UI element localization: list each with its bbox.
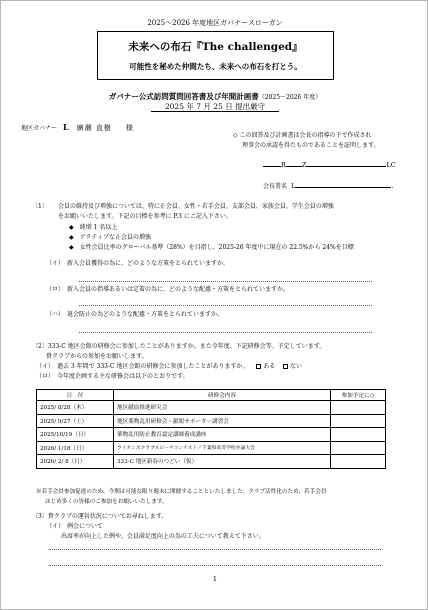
- row-date: 2026/ 2/ 8（日）: [37, 455, 114, 469]
- governor-name: 廣瀬 直樹: [76, 124, 112, 132]
- club-z: Z: [301, 161, 307, 169]
- page-number: 1: [212, 575, 218, 583]
- row-attend-cell[interactable]: [331, 455, 386, 469]
- table-row: [37, 455, 386, 469]
- governor-line: [21, 122, 133, 133]
- section3-line-1: 〔3〕貴クラブの運営状況についてお尋ねします。: [32, 513, 168, 520]
- answer-line[interactable]: [49, 565, 381, 566]
- row-attend-cell[interactable]: [331, 428, 386, 442]
- title-suffix: （2025〜2026 年度）: [258, 94, 322, 101]
- section1-bullet: ◆ アクティブな正会員の増強: [69, 234, 151, 241]
- slogan-main: 未来への布石『The challenged』: [128, 41, 303, 53]
- notice-line-1: ◇ この回答及び計画書は会長の指導の下で作成され: [233, 132, 372, 139]
- section2-line-2: 貴クラブからの参加をお願いします。: [46, 353, 148, 360]
- section1-text-1: 会員の維持及び増強については、特に正会員、女性・若手会員、支部会員、家族会員、学生会員の増強: [58, 203, 334, 210]
- question-ro: （ロ） 新入会員の指導あるいは定着の為に、どのような配慮・方策をとられていますか。: [46, 286, 290, 293]
- club-r: R: [281, 161, 286, 169]
- section3-line-3: 出席率が向上した例や、会員満足度向上の為の工夫について教えて下さい。: [61, 533, 265, 540]
- note-line-1: ※若手会員参加促進のため、今期は可能な限り週末に開催することといたしました。クラブ活性化のため、若手会員: [36, 489, 327, 495]
- club-lc: LC: [386, 161, 396, 169]
- table-row: [37, 441, 386, 455]
- row-content: ライオンズクラブスピーチコンテスト／千葉県高等学校弁論大会: [114, 441, 331, 455]
- section3-line-2: （イ） 例会について: [46, 523, 103, 530]
- table-row: [37, 401, 386, 415]
- row-content: 薬物乱用防止教育認定講師養成講座: [114, 428, 331, 442]
- option-no-checkbox[interactable]: [283, 364, 288, 369]
- option-yes-label: ある: [263, 363, 276, 370]
- section2-line-3: （イ） 過去 3 年間で 333-C 地区会館の研修会に参加したことがありますか。 ある ない: [36, 363, 303, 370]
- header-attend: 参加予定に○: [331, 390, 386, 401]
- governor-label: 地区ガバナー: [21, 125, 58, 132]
- section1-bullet: ◆ 純増 1 名以上: [69, 224, 118, 231]
- header-content: 研修会内容: [114, 390, 331, 401]
- answer-line[interactable]: [79, 305, 372, 306]
- club-line: [263, 161, 396, 169]
- header-date: 日 付: [37, 390, 114, 401]
- deadline: 2025 年 7 月 25 日 提出厳守: [164, 102, 266, 111]
- governor-honorific: 様: [125, 124, 133, 132]
- row-attend-cell[interactable]: [331, 414, 386, 428]
- table-row: [37, 414, 386, 428]
- answer-line[interactable]: [79, 332, 372, 333]
- notice-line-2: 理事会の承認を得たものであることを証明します。: [242, 142, 380, 149]
- title-main: ガバナー公式訪問質問回答書及び年間計画書: [108, 92, 259, 101]
- sign-initial: L: [291, 182, 296, 190]
- row-date: 2025/10/19（日）: [37, 428, 114, 442]
- note-line-2: はじめ多くの皆様のご参加をお願いいたします。: [45, 499, 168, 505]
- slogan-heading: 2025〜2026 年度地区ガバナースローガン: [147, 19, 283, 27]
- row-attend-cell[interactable]: [331, 441, 386, 455]
- answer-line[interactable]: [49, 549, 381, 550]
- row-attend-cell[interactable]: [331, 401, 386, 415]
- section1-text-2: をお願いいたします。下記の目標を参考に P.3 にご記入下さい。: [58, 213, 232, 220]
- section1-number: 〔1〕: [32, 203, 48, 210]
- option-no-label: ない: [290, 363, 303, 370]
- question-i: （イ） 新入会員獲得の為に、どのような方策をとられていますか。: [46, 260, 230, 267]
- slogan-sub: 可能性を秘めた仲間たち、未来への布石を打とう。: [129, 62, 302, 71]
- row-date: 2025/ 8/28（木）: [37, 401, 114, 415]
- table-row: [37, 428, 386, 442]
- question-ha: （ハ） 退会防止の為どのような配慮・方策をとられていますか。: [46, 311, 224, 318]
- row-date: 2025/ 9/27（土）: [37, 414, 114, 428]
- option-yes-checkbox[interactable]: [256, 364, 261, 369]
- training-schedule-table: [36, 389, 386, 469]
- row-content: 地区薬物乱用研修会・献眼サポーター講習会: [114, 414, 331, 428]
- section1-bullet: ◆ 女性会員比率のグローバル基準（28%）を目指し、2025-26 年度中に現在の 22.5%から 24%を目標: [69, 244, 354, 251]
- row-content: 地区献血推進研究会: [114, 401, 331, 415]
- section2-line-1: 〔2〕333-C 地区会館の研修会に参加したことがありますか。また今年度、下記研修会等、予定しています。: [32, 343, 326, 350]
- row-content: 333-C 地区新春のつどい（仮）: [114, 455, 331, 469]
- answer-line[interactable]: [79, 281, 372, 282]
- sign-label: 会長署名: [263, 183, 288, 190]
- sign-line: 会長署名 L .: [263, 182, 394, 190]
- governor-initial: L: [63, 122, 69, 132]
- row-date: 2026/ 1/18（日）: [37, 441, 114, 455]
- deadline-underline: [151, 111, 279, 112]
- section2-line-4: （ロ） 今年度企画する主な研修会は以下のとおりです。: [36, 373, 189, 380]
